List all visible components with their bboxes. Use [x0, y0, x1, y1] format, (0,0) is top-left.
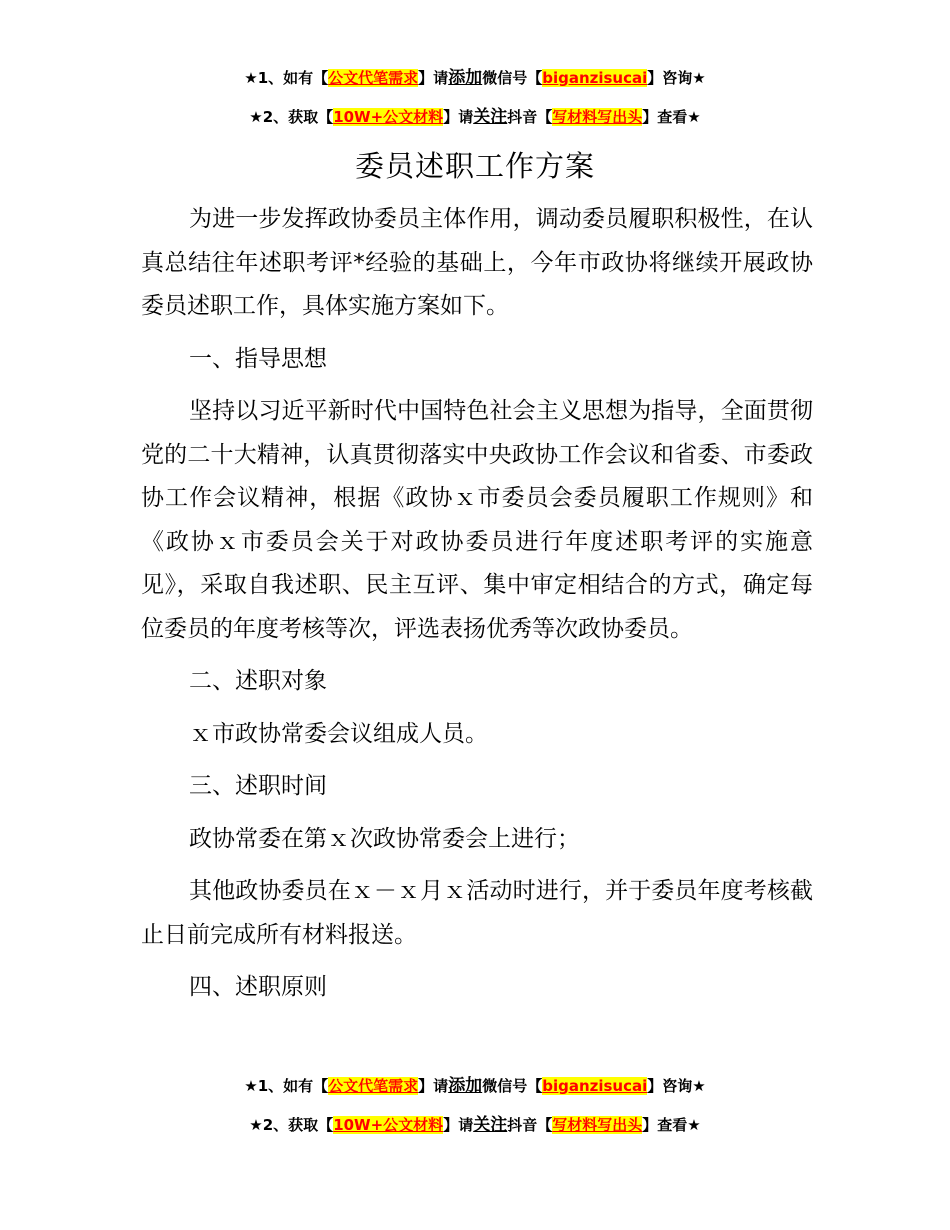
- underline-follow: 关注: [473, 107, 508, 127]
- top-banner-line-2: [0, 105, 950, 129]
- star-icon: ★: [249, 1116, 263, 1134]
- section-heading-2: 二、述职对象: [189, 668, 327, 694]
- document-title: 委员述职工作方案: [354, 149, 595, 183]
- underline-add: 添加: [448, 68, 483, 88]
- banner-text: 抖音【: [507, 1116, 553, 1134]
- section-heading-3: 三、述职时间: [189, 773, 327, 799]
- banner-text: 】咨询: [647, 1077, 693, 1095]
- banner-text: 1、如有【: [257, 69, 329, 87]
- section-heading-1: 一、指导思想: [189, 345, 327, 372]
- document-body: [141, 198, 813, 1019]
- star-icon: ★: [244, 69, 258, 87]
- section-heading-4: 四、述职原则: [189, 974, 327, 1000]
- underline-follow: 关注: [473, 1115, 508, 1135]
- highlight-wechat-id: biganzisucai: [542, 1077, 648, 1095]
- banner-text: 微信号【: [482, 69, 543, 87]
- star-icon: ★: [692, 1077, 706, 1095]
- highlight-service: 公文代笔需求: [328, 1077, 419, 1095]
- top-banner-line-1: [0, 66, 950, 90]
- banner-text: 微信号【: [482, 1077, 543, 1095]
- star-icon: ★: [244, 1077, 258, 1095]
- highlight-materials: 10W+公文材料: [333, 108, 444, 126]
- time-paragraph-1: 政协常委在第ｘ次政协常委会上进行；: [189, 825, 580, 852]
- banner-text: 】查看: [642, 1116, 688, 1134]
- banner-text: 2、获取【: [262, 108, 334, 126]
- banner-text: 】请: [418, 1077, 449, 1095]
- time-paragraph-2: 其他政协委员在ｘ－ｘ月ｘ活动时进行，并于委员年度考核截止日前完成所有材料报送。: [141, 878, 813, 948]
- banner-text: 】咨询: [647, 69, 693, 87]
- banner-text: 】请: [418, 69, 449, 87]
- banner-text: 】查看: [642, 108, 688, 126]
- star-icon: ★: [249, 108, 263, 126]
- star-icon: ★: [687, 1116, 701, 1134]
- star-icon: ★: [687, 108, 701, 126]
- guiding-ideology-paragraph: 坚持以习近平新时代中国特色社会主义思想为指导，全面贯彻党的二十大精神，认真贯彻落实中央政协工作会议和省委、市委政协工作会议精神，根据《政协ｘ市委员会委员履职工作规则》和《政协ｘ市委员会关于对政协委员进行年度述职考评的实施意见》，采取自我述职、民主互评、集中审定相结合的方式，确定每位委员的年度考核等次，评选表扬优秀等次政协委员。: [141, 398, 813, 642]
- banner-text: 2、获取【: [262, 1116, 334, 1134]
- highlight-materials: 10W+公文材料: [333, 1116, 444, 1134]
- underline-add: 添加: [448, 1076, 483, 1096]
- highlight-douyin: 写材料写出头: [552, 108, 643, 126]
- bottom-banner-line-2: [0, 1113, 950, 1137]
- banner-text: 抖音【: [507, 108, 553, 126]
- highlight-douyin: 写材料写出头: [552, 1116, 643, 1134]
- star-icon: ★: [692, 69, 706, 87]
- banner-text: 】请: [443, 1116, 474, 1134]
- highlight-service: 公文代笔需求: [328, 69, 419, 87]
- banner-text: 】请: [443, 108, 474, 126]
- bottom-banner-line-1: [0, 1074, 950, 1098]
- highlight-wechat-id: biganzisucai: [542, 69, 648, 87]
- banner-text: 1、如有【: [257, 1077, 329, 1095]
- intro-paragraph: 为进一步发挥政协委员主体作用，调动委员履职积极性，在认真总结往年述职考评*经验的基础上，今年市政协将继续开展政协委员述职工作，具体实施方案如下。: [141, 206, 813, 319]
- target-paragraph: ｘ市政协常委会议组成人员。: [189, 720, 488, 747]
